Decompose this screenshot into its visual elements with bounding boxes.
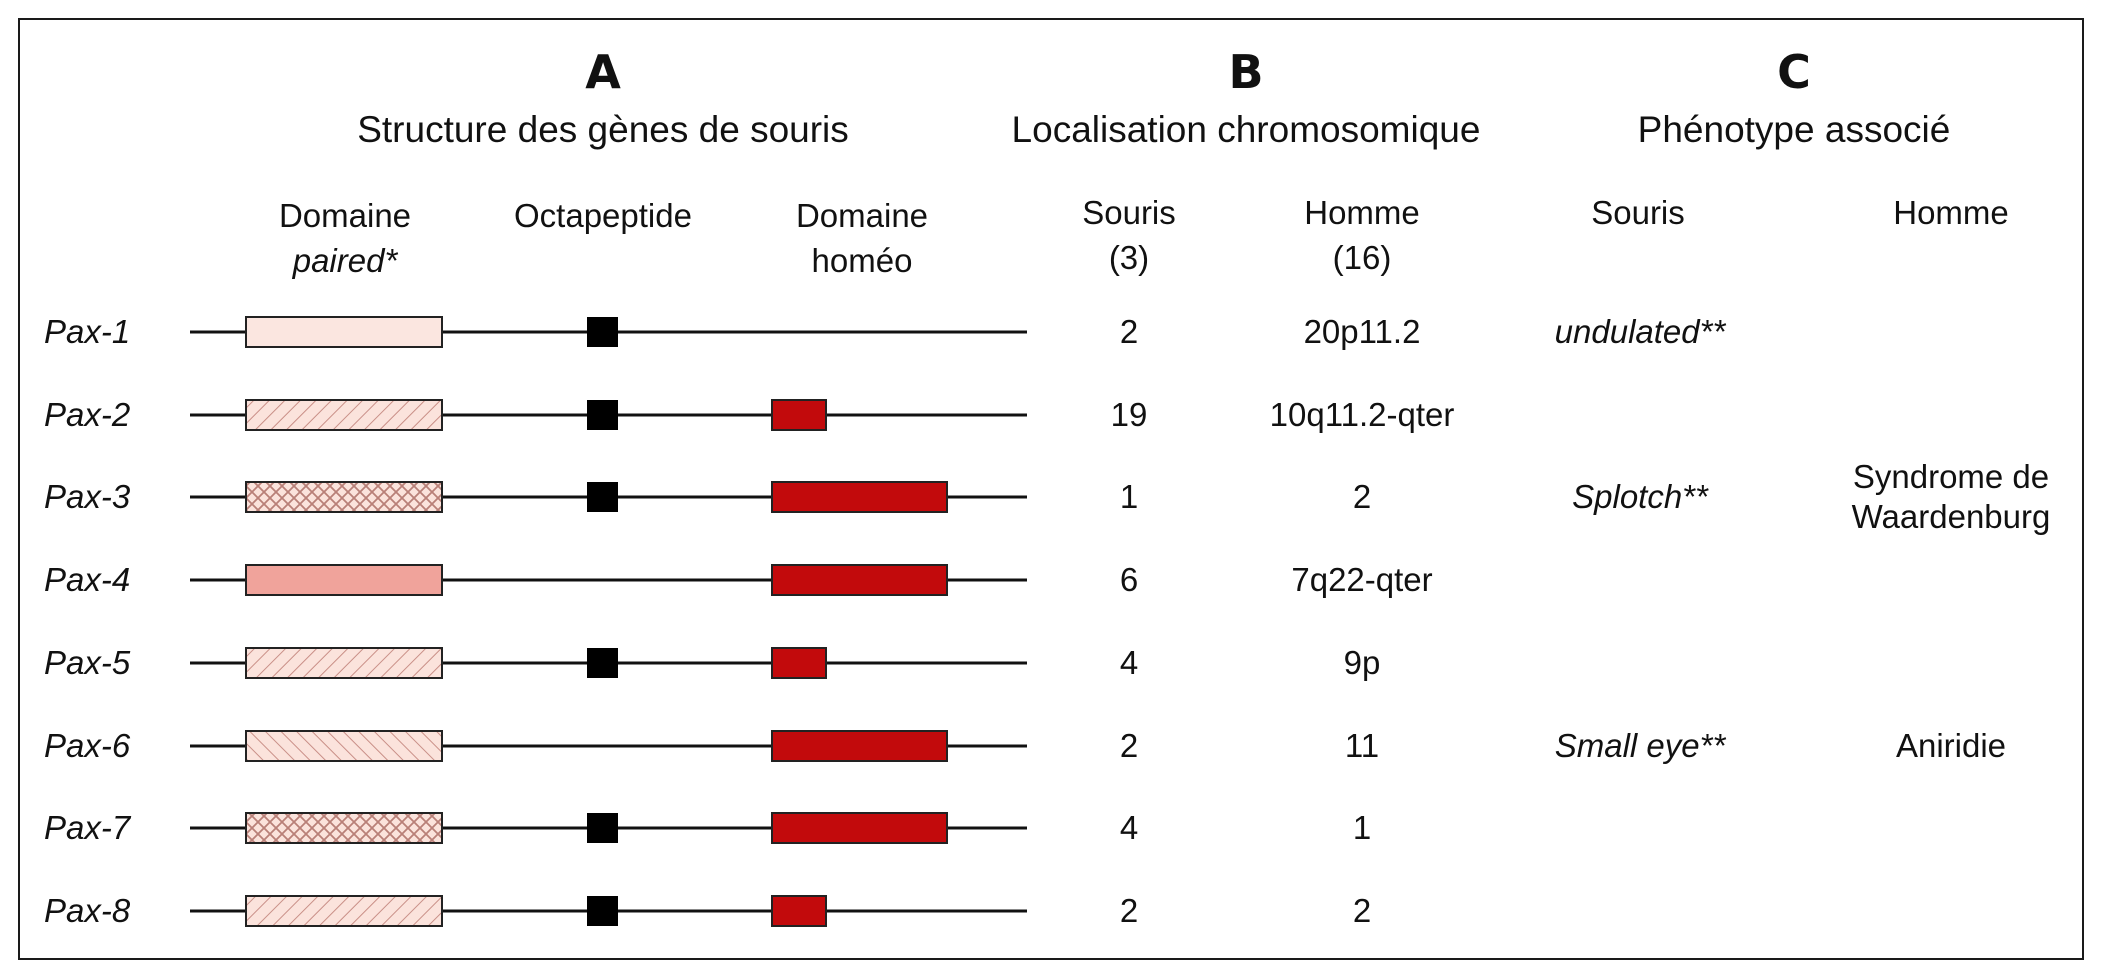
octapeptide-box [587,896,618,926]
souris-chromosome-cell: 1 [1119,478,1139,515]
gene-name-label: Pax-3 [44,478,131,515]
homeo-header-line2: homéo [811,242,913,279]
homeo-domain-box [772,896,826,926]
gene-name-label: Pax-1 [44,313,131,350]
section-c-letter: C [1777,45,1811,99]
paired-domain-box [246,648,442,678]
gene-name-label: Pax-8 [44,892,131,929]
homeo-domain-box [772,565,947,595]
gene-name-label: Pax-5 [44,644,131,681]
paired-domain-box [246,565,442,595]
souris-phenotype-cell: Small eye** [1554,727,1726,764]
paired-header-line1: Domaine [278,197,412,234]
b-souris-header-line2: (3) [1108,239,1150,276]
homeo-domain-box [772,400,826,430]
paired-domain-box [246,482,442,512]
b-homme-header-line1: Homme [1304,194,1420,231]
octapeptide-box [587,648,618,678]
homeo-domain-box [772,648,826,678]
homeo-domain-box [772,731,947,761]
homme-phenotype-cell: Syndrome de Waardenburg [1851,458,2051,535]
souris-phenotype-cell: Splotch** [1572,478,1708,515]
homme-phenotype-cell: Aniridie [1895,727,2007,764]
souris-chromosome-cell: 4 [1119,644,1139,681]
homme-chromosome-cell: 7q22-qter [1291,561,1433,598]
gene-name-label: Pax-7 [44,809,131,846]
section-b-title: Localisation chromosomique [1011,109,1481,150]
octapeptide-box [587,400,618,430]
homme-chromosome-cell: 9p [1343,644,1381,681]
octapeptide-header: Octapeptide [514,197,692,234]
homme-chromosome-cell: 20p11.2 [1303,313,1421,350]
homeo-header-line1: Domaine [795,197,929,234]
paired-header-line2: paired* [292,242,398,279]
souris-chromosome-cell: 2 [1119,727,1139,764]
souris-chromosome-cell: 6 [1119,561,1139,598]
homme-chromosome-cell: 1 [1352,809,1372,846]
homme-chromosome-cell: 2 [1352,478,1372,515]
c-homme-header: Homme [1893,194,2009,231]
b-souris-header-line1: Souris [1082,194,1176,231]
souris-chromosome-cell: 4 [1119,809,1139,846]
homeo-domain-box [772,813,947,843]
c-souris-header: Souris [1591,194,1685,231]
homme-chromosome-cell: 11 [1344,727,1380,764]
paired-domain-box [246,813,442,843]
souris-phenotype-cell: undulated** [1554,313,1726,350]
homeo-domain-box [772,482,947,512]
paired-domain-box [246,731,442,761]
gene-name-label: Pax-6 [44,727,131,764]
section-c-title: Phénotype associé [1637,109,1951,150]
section-a-letter: A [585,45,621,99]
b-homme-header-line2: (16) [1332,239,1392,276]
paired-domain-box [246,317,442,347]
octapeptide-box [587,317,618,347]
gene-name-label: Pax-2 [44,396,131,433]
homme-chromosome-cell: 10q11.2-qter [1269,396,1455,433]
souris-chromosome-cell: 2 [1119,892,1139,929]
souris-chromosome-cell: 19 [1110,396,1148,433]
homme-chromosome-cell: 2 [1352,892,1372,929]
section-a-title: Structure des gènes de souris [357,109,849,150]
octapeptide-box [587,813,618,843]
gene-name-label: Pax-4 [44,561,131,598]
paired-domain-box [246,400,442,430]
section-b-letter: B [1228,45,1264,99]
octapeptide-box [587,482,618,512]
paired-domain-box [246,896,442,926]
souris-chromosome-cell: 2 [1119,313,1139,350]
